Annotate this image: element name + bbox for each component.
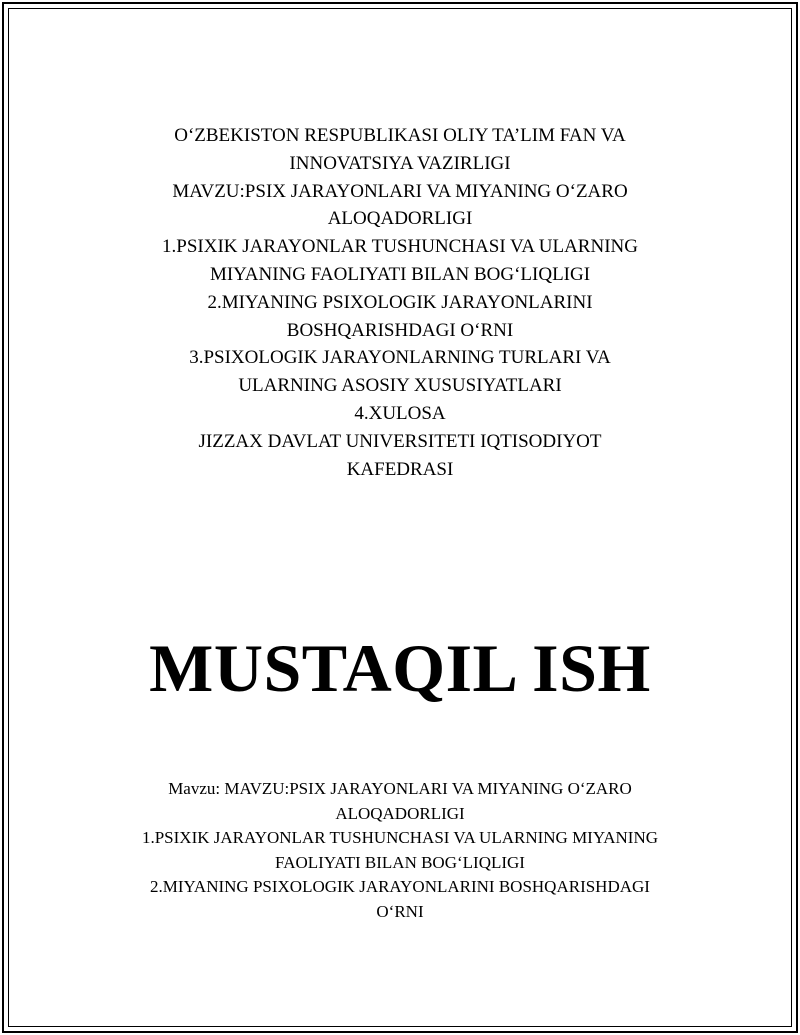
document-title: MUSTAQIL ISH <box>149 630 651 706</box>
header-line: MAVZU:PSIX JARAYONLARI VA MIYANING O‘ZARO <box>172 180 628 202</box>
header-line: MIYANING FAOLIYATI BILAN BOG‘LIQLIGI <box>209 263 591 285</box>
header-line: O‘ZBEKISTON RESPUBLIKASI OLIY TA’LIM FAN VA <box>174 125 626 146</box>
topic-line: ALOQADORLIGI <box>335 803 465 823</box>
header-line: ALOQADORLIGI <box>327 208 473 230</box>
header-line: 1.PSIXIK JARAYONLAR TUSHUNCHASI VA ULARNING <box>162 236 638 258</box>
header-line: JIZZAX DAVLAT UNIVERSITETI IQTISODIYOT <box>198 430 602 452</box>
topic-line: 2.MIYANING PSIXOLOGIK JARAYONLARINI BOSHQARISHDAGI <box>150 877 650 896</box>
header-line: BOSHQARISHDAGI O‘RNI <box>286 319 514 341</box>
header-line: 2.MIYANING PSIXOLOGIK JARAYONLARINI <box>207 291 593 313</box>
header-line: KAFEDRASI <box>346 458 454 480</box>
header-line: 3.PSIXOLOGIK JARAYONLARNING TURLARI VA <box>189 347 611 369</box>
header-line: ULARNING ASOSIY XUSUSIYATLARI <box>238 375 562 397</box>
topic-line: 1.PSIXIK JARAYONLAR TUSHUNCHASI VA ULARNING MIYANING <box>141 828 659 847</box>
header-line: INNOVATSIYA VAZIRLIGI <box>289 152 511 174</box>
topic-line: FAOLIYATI BILAN BOG‘LIQLIGI <box>275 852 525 872</box>
topic-line: Mavzu: MAVZU:PSIX JARAYONLARI VA MIYANING O‘ZARO <box>168 779 632 798</box>
topic-line: O‘RNI <box>376 901 424 921</box>
header-line: 4.XULOSA <box>354 402 446 424</box>
topic-block <box>90 777 710 924</box>
header-block <box>100 122 700 483</box>
